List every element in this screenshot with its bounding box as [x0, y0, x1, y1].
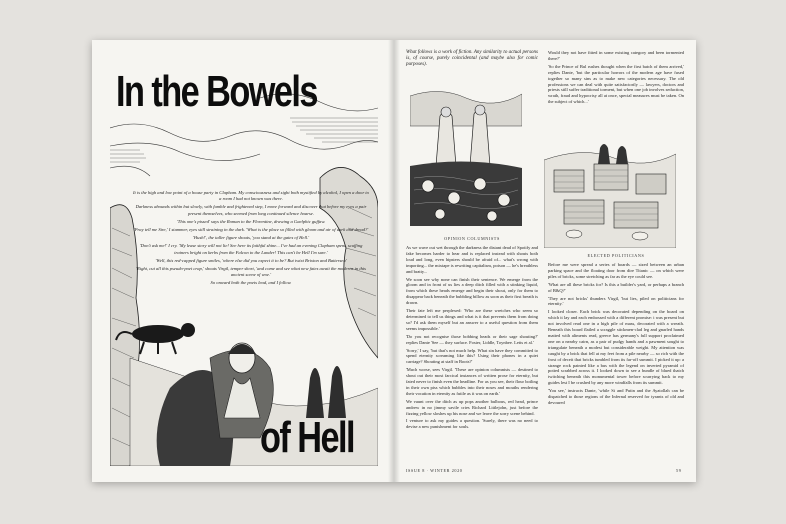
poem-stanza: 'Right, cut all this pseudo-poet crap,' shouts Virgil, temper short, 'and come and see what new fates await the moderns in this ancient scene of woe.' — [136, 266, 366, 278]
column-2-bottom-text — [548, 262, 684, 462]
paragraph: 'So the Prince of Bul rushes thought when the first batch of them arrived,' replies Dante, 'but the particular horrors of the modern age have fused together so many sins as to make new categories necessary. The old professions we can deal with quite satisfactorily — lawyers, doctors and priests still suffer traditional torment, but when one job involves seduction, wrath, fraud and hypocrisy all at once, special measures must be taken. On the subject of which...' — [548, 63, 684, 105]
page-number: 59 — [676, 468, 682, 473]
poem-stanza: Darkness abounds within but slowly, with fumble and frightened step, I move forward and discover that before my eyes a pair present themselves, who seemed from long continued silence hoarse. — [135, 204, 367, 216]
poem-stanza: It is the high and low point of a house party in Clapham. My consciousness and sight both mystified by alcohol, I open a door to a room I had not known was there. — [133, 190, 369, 202]
paragraph: Before me were spread a series of boards — sized between an urban parking space and the floating door from dire Titanic — on which were piles of bricks, some stretching as far as the eye could see. — [548, 262, 684, 279]
intro-text: What follows is a work of fiction. Any similarity to actual persons is, of course, purely coincidental (and maybe also for comic purposes). — [406, 50, 538, 68]
right-page — [394, 40, 696, 482]
paragraph: Would they not have fitted in some existing category and been tormented there?' — [548, 50, 684, 61]
title-line-1: In the Bowels — [116, 67, 317, 116]
paragraph: 'They are not bricks' thunders Virgil, 'but lies, piled on politicians for eternity.' — [548, 295, 684, 307]
paragraph: 'What are all these bricks for? Is this a builder's yard, or perhaps a branch of B&Q?' — [548, 281, 684, 293]
paragraph: I looked closer. Each brick was decorated depending on the board on which it lay and each embossed with a different promise: i was present but not involved read one in a high pile of mass, decorated with a wreath. Beneath this board flailed a scraggle stickmen-clad leg and gnarled hands matted with aliments read, greece has germany's full support proclaimed one on a nearby cairn, as a pair of pudgy hands and a pawment sought to triangulate beneath a modest but considerable weight. My attention was caught by a brick that fell at my feet from a pile nearby — so rich with the frost of deceit that bricks tumbled from its far-off summit. I picked it up: a strange rock painted like a bus with the legend on inverted pyramid of potted scrabbed across it. I looked down to see a bundle of blued thatch twitching beneath this monumental tower before scurrying back to my guides lest I be crushed by any more windfalls from its summit. — [548, 309, 684, 386]
column-2-top-text — [548, 50, 684, 140]
poem-text — [132, 190, 370, 289]
left-page — [92, 40, 394, 482]
poem-stanza: 'Pray tell me Sire,' I stammer, eyes still straining in the dark. 'What is the place so filled with gloom and air of dark and dread?' — [133, 227, 369, 233]
poem-stanza: So onward both the poets lead, and I follow. — [210, 280, 292, 286]
paragraph: I venture to ask my guides a question. 'Surely, there was no need to devise a new punishment for souls. — [406, 418, 538, 430]
politicians-illustration — [544, 140, 676, 248]
intro-block — [406, 50, 538, 71]
poem-stanza: 'This one's pissed' says the Roman to the Florentine, drawing a Gaelphic guffaw. — [176, 218, 326, 224]
paragraph: We vaunt over the ditch as up pops another bulbous, red head, prince andrew in no jimmy savile cries Richard Littlejohn, just before the fizzing yellow sloshes up his nose and we leave the sorry scene behind. — [406, 398, 538, 416]
paragraph: 'Much worse, sees Virgil. 'These are opinion columnists — destined to shout out their most farcical instances of written prose for eternity, but fated never to finish even the headline. For as you see, their flour boiling in their own piss which bubbles into their noses and mouths rendering their vocation in eternity as futile as it was on earth.' — [406, 367, 538, 396]
paragraph: 'Do you not recognise those bobbing heads or their sage shouting?' replies Dante 'See — they surface. Foster, Liddle, Toynbee. Letts et al.' — [406, 333, 538, 345]
poem-stanza: 'Hush!', the taller figure shouts, 'you stand at the gates of Hell.' — [192, 235, 310, 241]
magazine-spread — [92, 40, 696, 482]
caption-politicians: ELECTED POLITICIANS — [587, 253, 645, 258]
columnists-illustration — [410, 86, 522, 226]
caption-columnists: OPINION COLUMNISTS — [444, 236, 500, 241]
paragraph: We soon see why none can finish their sentence. We emerge from the gloom and in front of us lies a deep ditch filled with a stinking liquid, from which these heads emerge and begin their shout, only for them to disappear back beneath the bubbling billow as soon as their first breath is drawn. — [406, 276, 538, 306]
folio-issue: ISSUE 8 · WINTER 2020 — [406, 468, 463, 473]
title-line-2: of Hell — [260, 413, 354, 462]
poem-stanza: 'Well, this red-capped figure smiles, 'where else did you expect it to be? But twixt Brixton and Battersea' — [155, 257, 347, 263]
poem-stanza: 'Don't ask me!' I cry. 'My lease story will not lie! See here its faithful shine... I've had an evening Clapham spent, scuffing trainers bright on kerbs from the Falcon to the Lander! This can't be Hell I'm sure.' — [139, 243, 363, 255]
paragraph: As we wave out wet through the darkness the distant dead of Spotify and fake becomes harder to hear and is replaced instead with shouts both loud and long, even hipsters should be afraid of... what's wrong with importing... the mixtape is rewriting capitalism, poison — he's breathless and bratty... — [406, 245, 538, 274]
spine-shadow — [388, 40, 400, 482]
paragraph: 'You see,' instructs Dante, 'while Si and Putin and the Ayatollah can be dispatched to those regions of the Infernal reserved for tyrants of old and devoured — [548, 388, 684, 405]
column-1-text — [406, 245, 538, 467]
paragraph: Their fate left me perplexed: 'Who are these wretches who seem so determined to tell us things and what is it that prevents them from doing so? I'd ask them myself but an answer to a useful question from them seems impossible.' — [406, 308, 538, 331]
paragraph: 'Sorry,' I say, 'but that's not much help. What sin have they committed to spend eternity screaming like this? Using their phones in a quiet carriage? Shouting at staff in Boots?' — [406, 347, 538, 365]
